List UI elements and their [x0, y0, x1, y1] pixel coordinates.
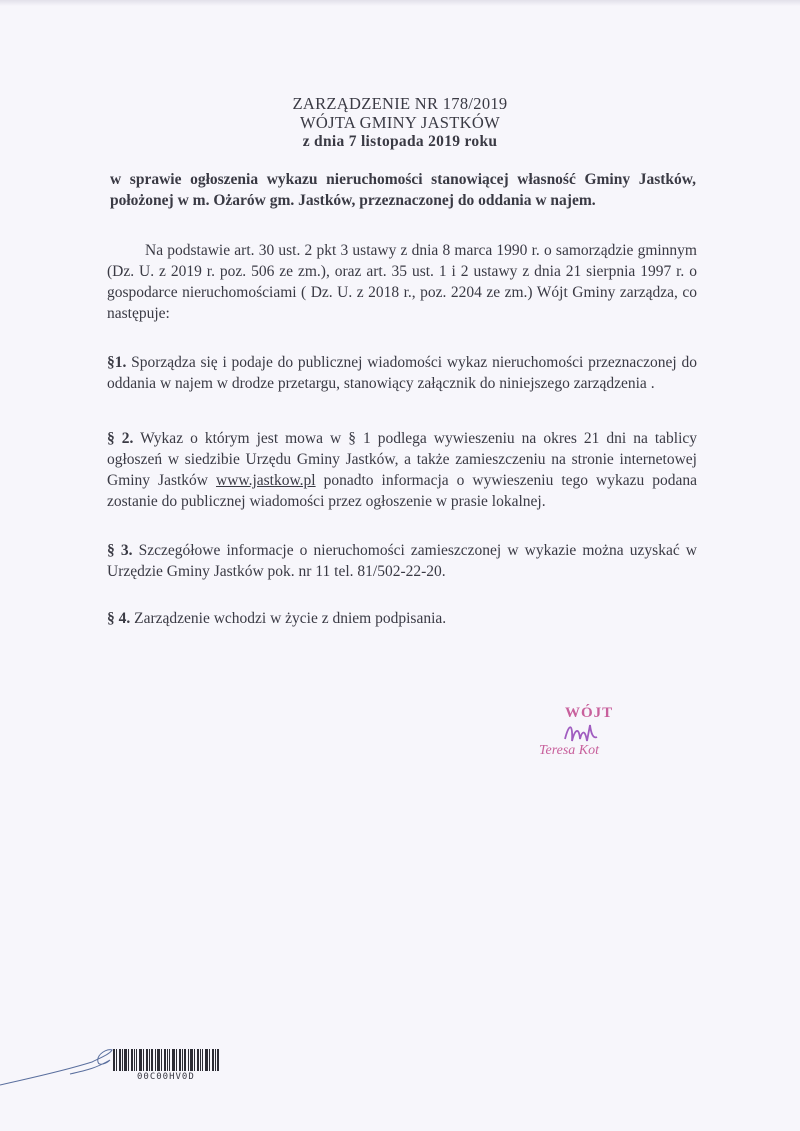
section-3-label: § 3.: [107, 542, 133, 559]
section-3-text: Szczegółowe informacje o nieruchomości zamieszczonej w wykazie można uzyskać w Urzędzie Gminy Jastków pok. nr 11 tel. 81/502-22-20.: [107, 542, 698, 580]
section-1-text: Sporządza się i podaje do publicznej wiadomości wykaz nieruchomości przeznaczonej do oddania w najem w drodze przetargu, stanowiący załącznik do niniejszego zarządzenia .: [107, 354, 697, 392]
section-4-label: § 4.: [107, 610, 131, 627]
barcode-icon: [113, 1049, 219, 1073]
scan-edge: [0, 0, 800, 6]
stamp-signatory: Teresa Kot: [539, 743, 600, 758]
section-2: [107, 428, 697, 512]
ordinance-number: ZARZĄDZENIE NR 178/2019: [292, 94, 508, 113]
stamp-title: WÓJT: [565, 705, 614, 721]
section-3: [107, 540, 697, 582]
section-2-text-end: ponadto informacja o wywieszeniu tego wykazu podana zostanie do publicznej wiadomości przez ogłoszenie w prasie lokalnej.: [107, 472, 698, 510]
ordinance-date: z dnia 7 listopada 2019 roku: [302, 133, 498, 150]
signature-stamp: [535, 705, 645, 767]
section-4: [107, 608, 697, 629]
section-1: [107, 352, 697, 394]
issuer: WÓJTA GMINY JASTKÓW: [300, 113, 500, 132]
website-link[interactable]: www.jastkow.pl: [216, 472, 316, 489]
section-2-label: § 2.: [107, 430, 134, 447]
section-1-label: §1.: [107, 354, 127, 371]
document-header: [0, 94, 800, 151]
legal-basis-paragraph: [107, 240, 697, 324]
pen-stroke-mark: [0, 1040, 130, 1090]
barcode-number: 00C00HV0D: [137, 1072, 195, 1082]
legal-basis-text: Na podstawie art. 30 ust. 2 pkt 3 ustawy z dnia 8 marca 1990 r. o samorządzie gminnym (Dz. U. z 2019 r. poz. 506 ze zm.), oraz art. 35 ust. 1 i 2 ustawy z dnia 21 sierpnia 1997 r. o gospodarce nieruchomościami ( Dz. U. z 2018 r., poz. 2204 ze zm.) Wójt Gminy zarządza, co następuje:: [107, 242, 697, 322]
section-4-text: Zarządzenie wchodzi w życie z dniem podpisania.: [130, 610, 447, 627]
ordinance-subject: w sprawie ogłoszenia wykazu nieruchomości stanowiącej własność Gminy Jastków, położonej w m. Ożarów gm. Jastków, przeznaczonej do oddania w najem.: [110, 171, 696, 209]
section-2-text: Wykaz o którym jest mowa w § 1 podlega wywieszeniu na okres 21 dni na tablicy ogłoszeń w siedzibie Urzędu Gminy Jastków, a także zamieszczeniu na stronie internetowej Gminy Jastków: [107, 430, 698, 489]
